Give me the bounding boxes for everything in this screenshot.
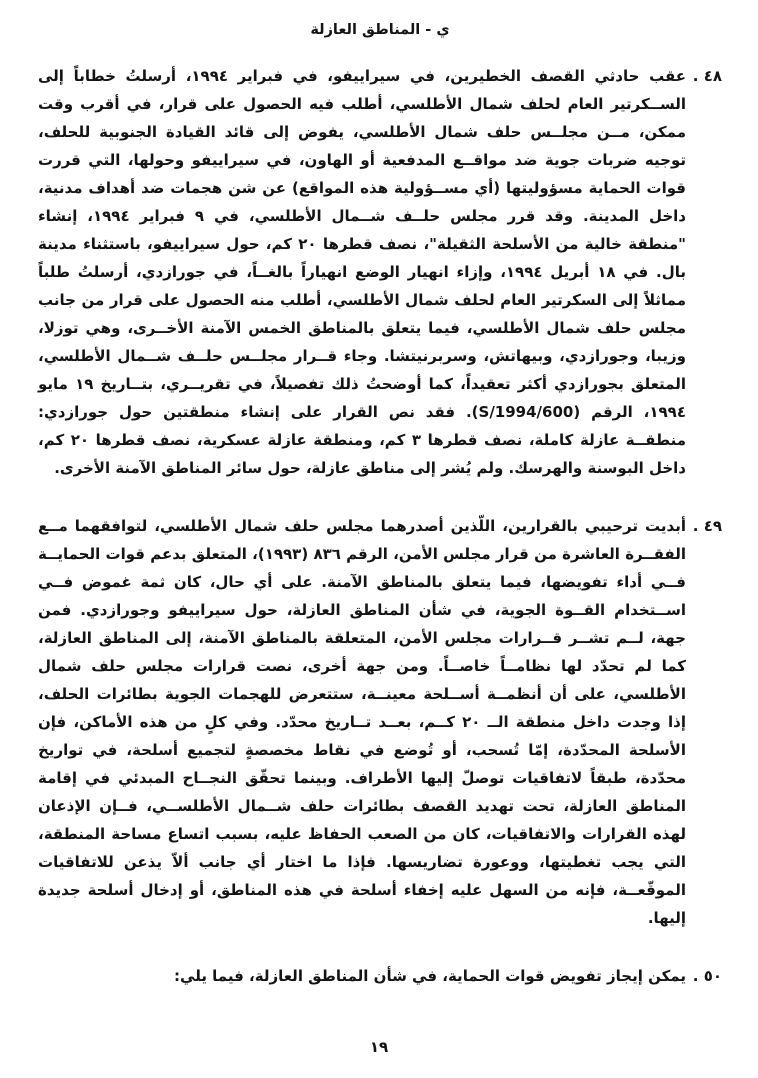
page-number: ١٩: [369, 1038, 389, 1056]
paragraph-49: [38, 512, 722, 932]
paragraph-text: عقب حادثي القصف الخطيرين، في سيراييفو، في فبراير ١٩٩٤، أرسلتُ خطاباً إلى الســكرتير العام لحلف شمال الأطلسي، أطلب فيه الحصول على قرار، في أقرب وقت ممكن، مــن مجلــس حلف شمال الأطلسي، يفوض إلى قائد القيادة الجنوبية للحلف، توجيه ضربات جوية ضد مواقــع المدفعية أو الهاون، في سيراييفو وحولها، التي قررت قوات الحماية مسؤوليتها (أي مســؤولية هذه المواقع) عن شن هجمات ضد أهداف مدنية، داخل المدينة. وقد قرر مجلس حلــف شــمال الأطلسي، في ٩ فبراير ١٩٩٤، إنشاء "منطقة خالية من الأسلحة الثقيلة"، نصف قطرها ٢٠ كم، حول سيراييفو، باستثناء مدينة بال. في ١٨ أبريل ١٩٩٤، وإزاء انهيار الوضع انهياراً بالغــاً، في جورازدي، أرسلتُ طلباً مماثلاً إلى السكرتير العام لحلف شمال الأطلسي، أطلب منه الحصول على قرار من جانب مجلس حلف شمال الأطلسي، فيما يتعلق بالمناطق الخمس الآمنة الأخــرى، وهي توزلا، وزيبا، وجورازدي، وبيهاتش، وسربرنيتشا. وجاء قــرار مجلــس حلــف شــمال الأطلسي، المتعلق بجورازدي أكثر تعقيداً، كما أوضحتُ ذلك تفصيلاً، في تقريــري، بتــاريخ ١٩ مايو ١٩٩٤، الرقم (S/1994/600). فقد نص القرار على إنشاء منطقتين حول جورازدي: منطقــة عازلة كاملة، نصف قطرها ٣ كم، ومنطقة عازلة عسكرية، نصف قطرها ٢٠ كم، داخل البوسنة والهرسك. ولم يُشر إلى مناطق عازلة، حول سائر المناطق الآمنة الأخرى.: [38, 67, 686, 477]
paragraph-text: يمكن إيجاز تفويض قوات الحماية، في شأن المناطق العازلة، فيما يلي:: [174, 967, 686, 985]
paragraph-number: ٤٨ .: [692, 67, 722, 85]
paragraph-number: ٥٠ .: [692, 967, 722, 985]
paragraph-text: أبديت ترحيبي بالقرارين، اللّذين أصدرهما مجلس حلف شمال الأطلسي، لتوافقهما مــع الفقــرة العاشرة من قرار مجلس الأمن، الرقم ٨٣٦ (١٩٩٣)، المتعلق بدعم قوات الحمايــة فــي أداء تفويضها، فيما يتعلق بالمناطق الآمنة. على أي حال، كان ثمة غموض فــي اســتخدام القــوة الجوية، في شأن المناطق العازلة، حول سيراييفو وجورازدي. فمن جهة، لــم تشــر قــرارات مجلس الأمن، المتعلقة بالمناطق الآمنة، إلى المناطق العازلة، كما لم تحدّد لها نظامــاً خاصــاً. ومن جهة أخرى، نصت قرارات مجلس حلف شمال الأطلسي، على أن أنظمــة أســلحة معينــة، ستتعرض للهجمات الجوية بطائرات الحلف، إذا وجدت داخل منطقة الــ ٢٠ كــم، بعــد تــاريخ محدّد. وفي كلٍ من هذه الأماكن، فإن الأسلحة المحدّدة، إمّا تُسحب، أو تُوضع في نقاط مخصصةٍ لتجميع أسلحة، في تواريخ محدّدة، طبقاً لاتفاقيات توصلّ إليها الأطراف. وبينما تحقّق النجــاح المبدئي في إقامة المناطق العازلة، تحت تهديد القصف بطائرات حلف شــمال الأطلســي، فــإن الإذعان لهذه القرارات والاتفاقيات، كان من الصعب الحفاظ عليه، بسبب اتساع مساحة المنطقة، التي يجب تغطيتها، ووعورة تضاريسها. فإذا ما اختار أي جانب ألاّ يذعن للاتفاقيات الموقّعــة، فإنه من السهل عليه إخفاء أسلحة في هذه المناطق، أو إدخال أسلحة جديدة إليها.: [38, 517, 687, 927]
section-title: ي - المناطق العازلة: [310, 22, 450, 38]
paragraph-50: [38, 962, 722, 990]
paragraph-number: ٤٩ .: [692, 517, 722, 535]
paragraph-48: [38, 62, 722, 482]
